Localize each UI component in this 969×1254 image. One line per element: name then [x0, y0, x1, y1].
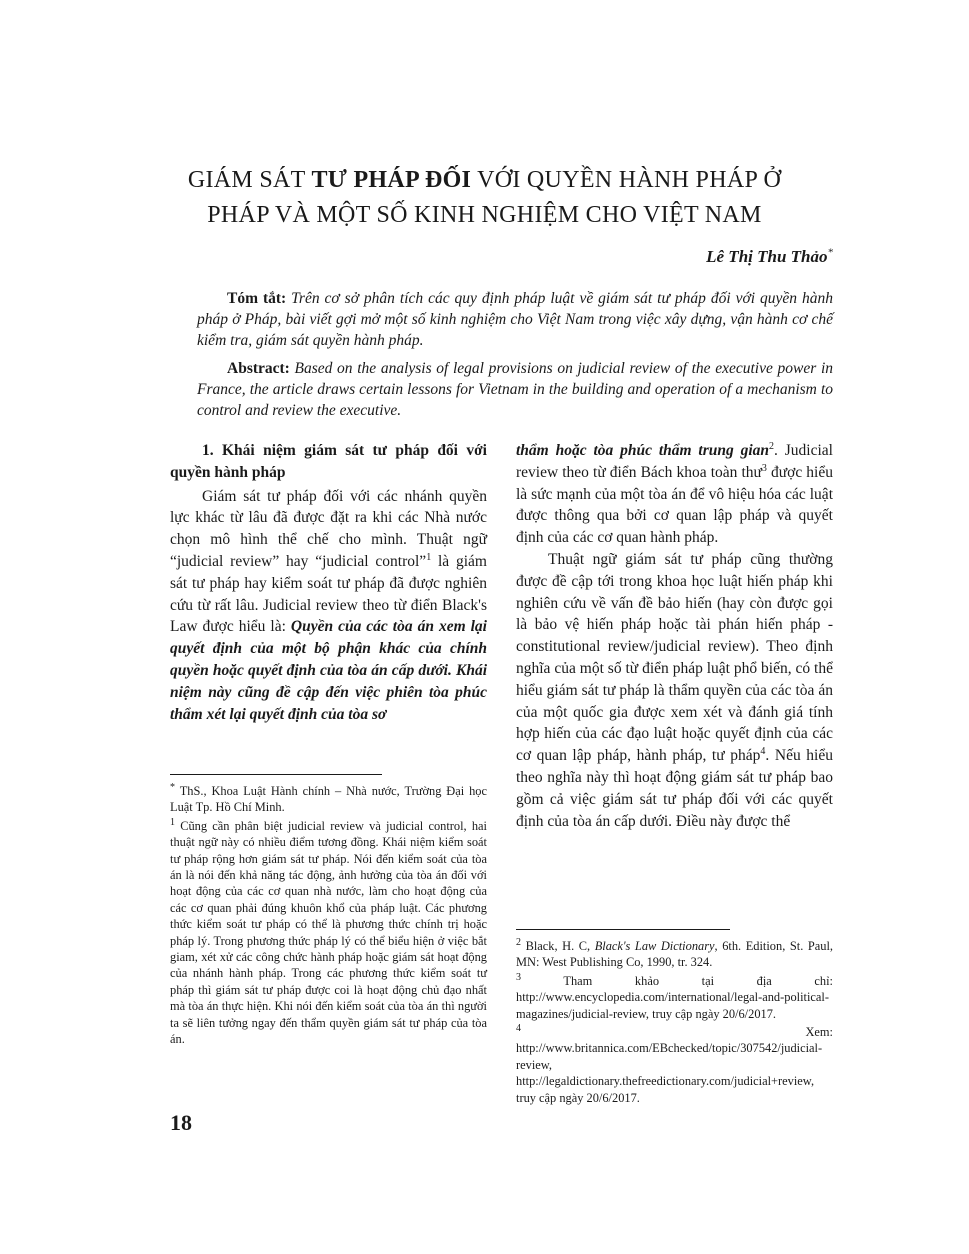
footnotes-left [170, 783, 487, 1050]
abstract-en-text: Based on the analysis of legal provisions on judicial review of the executive power in France, the article draws certain lessons for Vietnam in the building and operation of a mechanism to control and review the executive. [197, 360, 833, 419]
article-title [0, 163, 969, 233]
footnote-3: $^3$ Tham khảo tại địa chỉ: http://www.encyclopedia.com/international/legal-and-political-magazines/judicial-review, truy cập ngày 20/6/2017. [516, 971, 833, 1021]
left-paragraph-1: Giám sát tư pháp đối với các nhánh quyền lực khác từ lâu đã được đặt ra khi các Nhà nước chọn mô hình thể chế cho mình. Thuật ngữ “judicial review” hay “judicial control”$^1$ là giám sát tư pháp hay kiểm soát tư pháp đã được nghiên cứu từ rất lâu. Judicial review theo từ điển Black's Law được hiểu là: Quyền của các tòa án xem lại quyết định của một bộ phận khác của chính quyền hoặc quyết định của tòa án cấp dưới. Khái niệm này cũng đề cập đến việc phiên tòa phúc thẩm xét lại quyết định của tòa sơ [170, 487, 487, 723]
footnote-ref-1[interactable]: 1 [426, 551, 432, 563]
footnote-ref-3[interactable]: 3 [761, 462, 767, 474]
footnote-4-link[interactable]: Xem: http://www.britannica.com/EBchecked/topic/307542/judicial-review, http://legaldictionary.thefreedictionary.com/judicial+review, truy cập ngày 20/6/2017. [516, 1025, 833, 1105]
right-paragraph-1: thẩm hoặc tòa phúc thẩm trung gian$^2$. Judicial review theo từ điển Bách khoa toàn thư$^3$ được hiểu là sức mạnh của một tòa án để vô hiệu hóa các luật được thông qua bởi cơ quan lập pháp và quyết định của các cơ quan hành pháp. [516, 440, 833, 547]
abstract-vi-text: Trên cơ sở phân tích các quy định pháp luật về giám sát tư pháp đối với quyền hành pháp ở Pháp, bài viết gợi mở một số kinh nghiệm cho Việt Nam trong việc xây dựng, vận hành cơ chế kiểm tra, giám sát quyền hành pháp. [197, 290, 833, 349]
page-number: 18 [170, 1110, 192, 1135]
footnote-4: $^4$ Xem: http://www.britannica.com/EBchecked/topic/307542/judicial-review, http://legaldictionary.thefreedictionary.com/judicial+review, truy cập ngày 20/6/2017. [516, 1022, 833, 1105]
article-title-line-2: PHÁP VÀ MỘT SỐ KINH NGHIỆM CHO VIỆT NAM [207, 202, 762, 228]
footnote-author: * ThS., Khoa Luật Hành chính – Nhà nước, Trường Đại học Luật Tp. Hồ Chí Minh. [170, 781, 487, 815]
left-column [170, 440, 487, 725]
abstract-en-label: Abstract: [227, 360, 290, 377]
abstract-vi-label: Tóm tắt: [227, 290, 287, 307]
article-title-line-1: GIÁM SÁT TƯ PHÁP ĐỐI VỚI QUYỀN HÀNH PHÁP Ở [187, 167, 782, 193]
footnote-separator-left [170, 774, 382, 775]
abstract-english [197, 358, 833, 421]
author-footnote-mark: * [827, 246, 833, 259]
footnote-3-link[interactable]: Tham khảo tại địa chỉ: http://www.encyclopedia.com/international/legal-and-political-magazines/judicial-review, truy cập ngày 20/6/2017. [516, 973, 833, 1021]
right-column [516, 440, 833, 832]
footnotes-right [516, 938, 833, 1108]
footnote-ref-2[interactable]: 2 [769, 440, 775, 452]
section-heading: 1. Khái niệm giám sát tư pháp đối với quyền hành pháp [170, 442, 487, 481]
abstract-vietnamese [197, 288, 833, 351]
black-law-definition: Quyền của các tòa án xem lại quyết định của một bộ phận khác của chính quyền hoặc quyết định của tòa án cấp dưới. Khái niệm này cũng đề cập đến việc phiên tòa phúc thẩm xét lại quyết định của tòa sơ [170, 618, 487, 723]
footnote-separator-right [516, 929, 730, 930]
right-paragraph-2: Thuật ngữ giám sát tư pháp cũng thường được đề cập tới trong khoa học luật hiến pháp khi nghiên cứu về vấn đề bảo hiến (hay còn được gọi là bảo vệ hiến pháp hoặc tài phán hiến pháp - constitutional review/judicial review). Theo định nghĩa của một số từ điển pháp luật phổ biến, có thể hiểu giám sát tư pháp là thẩm quyền của các tòa án của một quốc gia được xem xét và đánh giá tính hợp hiến của các đạo luật hoặc quyết định của các cơ quan lập pháp, hành pháp, tư pháp$^4$. Nếu hiểu theo nghĩa này thì hoạt động giám sát tư pháp bao gồm cả việc giám sát tư pháp đối với các quyết định của tòa án cấp dưới. Điều này được thể [516, 550, 833, 830]
footnote-1: $^1$ Cũng cần phân biệt judicial review và judicial control, hai thuật ngữ này có nhiều điểm tương đồng. Khái niệm kiểm soát tư pháp rộng hơn giám sát tư pháp. Nói đến kiểm soát của tòa án là nói đến khả năng tác động, ảnh hưởng của tòa án đối với hoạt động của các cơ quan nhà nước, làm cho hoạt động của các cơ quan phải đúng khuôn khổ của pháp luật. Các phương thức kiểm soát tư pháp có thể là phương thức chính trị hoặc pháp lý. Trong phương thức pháp lý có thể biểu hiện ở việc bắt giam, xét xử các công chức hành pháp hoặc giám sát hoạt động của nhánh hành pháp. Trong các phương thức kiểm soát tư pháp thì giám sát tư pháp được coi là hoạt động chủ đạo nhất mà tòa án thực hiện. Khi nói đến kiểm soát của tòa án thì người ta sẽ liên tưởng ngay đến thẩm quyền giám sát tư pháp của tòa án. [170, 816, 487, 1047]
footnote-ref-4[interactable]: 4 [760, 746, 766, 757]
title-bold-segment: TƯ PHÁP ĐỐI [311, 167, 472, 193]
footnote-2: $^2$ Black, H. C, Black's Law Dictionary, 6th. Edition, St. Paul, MN: West Publishing Co, 1990, tr. 324. [516, 936, 833, 970]
author-name: Lê Thị Thu Thảo* [706, 246, 833, 266]
